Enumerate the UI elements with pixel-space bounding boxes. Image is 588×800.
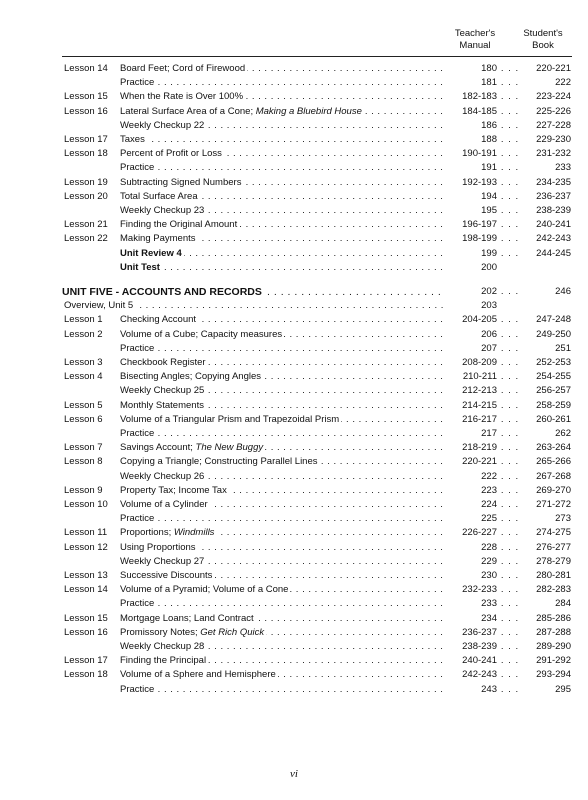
teachers-manual-pages: 194	[481, 190, 497, 202]
leader-dots: . . .	[500, 119, 520, 131]
students-book-pages: 289-290	[536, 641, 571, 652]
leader-dots: . . .	[500, 162, 520, 174]
leader-dots: . . .	[500, 314, 520, 326]
teachers-manual-pages: 198-199	[462, 233, 497, 245]
students-book-pages: 252-253	[536, 357, 571, 368]
lesson-number: Lesson 15	[64, 91, 108, 103]
leader-dots: . . .	[500, 357, 520, 368]
students-book-pages: 273	[555, 513, 571, 525]
toc-row	[0, 299, 588, 313]
entry-title: Volume of a Pyramid; Volume of a Cone . . .	[120, 583, 445, 597]
leader-dots: . . .	[500, 91, 520, 103]
toc-row	[0, 356, 588, 370]
teachers-manual-pages: 202	[481, 286, 497, 297]
entry-title: Volume of a Triangular Prism and Trapezoidal Prism . . .	[120, 413, 445, 427]
teachers-manual-pages: 203	[481, 300, 497, 312]
teachers-manual-pages: 242-243	[462, 669, 497, 681]
students-book-pages: 280-281	[536, 570, 571, 581]
lesson-number: Lesson 16	[64, 626, 108, 638]
toc-row	[0, 204, 588, 218]
leader-dots: . . .	[500, 626, 520, 638]
students-book-pages: 265-266	[536, 456, 571, 468]
teachers-manual-pages: 207	[481, 342, 497, 354]
students-book-pages: 222	[555, 77, 571, 89]
entry-title: When the Rate is Over 100% . . .	[120, 90, 445, 104]
teachers-manual-pages: 186	[481, 119, 497, 131]
teachers-manual-pages: 217	[481, 428, 497, 439]
leader-dots: . . .	[500, 527, 520, 539]
leader-dots: . . .	[500, 584, 520, 596]
teachers-manual-pages: 234	[481, 612, 497, 624]
teachers-manual-pages: 243	[481, 683, 497, 695]
toc-row	[0, 76, 588, 90]
leader-dots: . . .	[500, 484, 520, 496]
leader-dots: . . .	[500, 105, 520, 117]
leader-dots: . . .	[500, 641, 520, 652]
teachers-manual-pages: 206	[481, 328, 497, 340]
students-book-pages: 254-255	[536, 371, 571, 383]
teachers-manual-pages: 196-197	[462, 219, 497, 231]
students-book-pages: 236-237	[536, 190, 571, 202]
teachers-manual-pages: 232-233	[462, 584, 497, 596]
teachers-manual-pages: 224	[481, 499, 497, 510]
students-book-pages: 227-228	[536, 119, 571, 131]
toc-row	[0, 640, 588, 654]
leader-dots: . . .	[500, 233, 520, 245]
entry-title: Finding the Principal . . .	[120, 654, 445, 668]
toc-row	[0, 147, 588, 161]
leader-dots: . . .	[500, 385, 520, 397]
entry-title: Using Proportions . . .	[120, 541, 445, 555]
lesson-number: Lesson 8	[64, 456, 103, 468]
toc-row	[0, 232, 588, 246]
entry-title: Checkbook Register . . .	[120, 356, 445, 370]
lesson-number: Lesson 10	[64, 499, 108, 510]
entry-title: Bisecting Angles; Copying Angles . . .	[120, 370, 445, 384]
leader-dots: . . .	[500, 77, 520, 89]
unit-title: UNIT FIVE - ACCOUNTS AND RECORDS . . .	[62, 285, 445, 299]
lesson-number: Lesson 16	[64, 105, 108, 117]
lesson-number: Lesson 19	[64, 176, 108, 188]
students-book-pages: 229-230	[536, 134, 571, 145]
toc-row	[0, 512, 588, 526]
entry-title: Board Feet; Cord of Firewood . . .	[120, 62, 445, 76]
toc-row	[0, 261, 588, 275]
students-book-pages: 271-272	[536, 499, 571, 510]
entry-title: Percent of Profit or Loss . . .	[120, 147, 445, 161]
toc-row	[0, 342, 588, 356]
leader-dots: . . .	[500, 148, 520, 160]
students-book-pages: 276-277	[536, 541, 571, 553]
entry-title: Weekly Checkup 22 . . .	[120, 119, 445, 133]
students-book-pages: 225-226	[536, 105, 571, 117]
entry-title: Mortgage Loans; Land Contract . . .	[120, 612, 445, 626]
lesson-number: Lesson 14	[64, 63, 108, 74]
teachers-manual-pages: 188	[481, 134, 497, 145]
students-book-pages: 258-259	[536, 399, 571, 411]
entry-title: Unit Review 4 . . .	[120, 247, 445, 261]
toc-row	[0, 119, 588, 133]
lesson-number: Lesson 17	[64, 134, 108, 145]
leader-dots: . . .	[500, 499, 520, 510]
toc-row	[0, 247, 588, 261]
leader-dots: . . .	[500, 176, 520, 188]
students-book-pages: 233	[555, 162, 571, 174]
leader-dots: . . .	[500, 442, 520, 454]
students-book-pages: 246	[555, 286, 571, 297]
entry-title: Proportions; Windmills . . .	[120, 526, 445, 540]
entry-title: Practice . . .	[120, 161, 445, 175]
entry-title: Lateral Surface Area of a Cone; Making a Bluebird House . . .	[120, 105, 445, 119]
students-book-pages: 231-232	[536, 148, 571, 160]
leader-dots: . . .	[500, 247, 520, 259]
teachers-manual-pages: 182-183	[462, 91, 497, 103]
leader-dots: . . .	[500, 555, 520, 567]
entry-title: Subtracting Signed Numbers . . .	[120, 176, 445, 190]
teachers-manual-pages: 238-239	[462, 641, 497, 652]
leader-dots: . . .	[500, 399, 520, 411]
toc-row	[0, 370, 588, 384]
entry-title: Property Tax; Income Tax . . .	[120, 484, 445, 498]
students-book-pages: 240-241	[536, 219, 571, 231]
toc-row	[0, 218, 588, 232]
entry-title: Taxes . . .	[120, 133, 445, 147]
toc-row	[0, 612, 588, 626]
teachers-manual-pages: 200	[481, 261, 497, 273]
toc-row	[0, 441, 588, 455]
teachers-manual-pages: 204-205	[462, 314, 497, 326]
lesson-number: Lesson 5	[64, 399, 103, 411]
teachers-manual-pages: 210-211	[462, 371, 497, 383]
toc-row	[0, 90, 588, 104]
lesson-number: Lesson 2	[64, 328, 103, 340]
entry-title: Practice . . .	[120, 427, 445, 441]
students-book-pages: 238-239	[536, 205, 571, 216]
lesson-number: Lesson 12	[64, 541, 108, 553]
students-book-pages: 263-264	[536, 442, 571, 454]
teachers-manual-pages: 191	[481, 162, 497, 174]
lesson-number: Lesson 15	[64, 612, 108, 624]
students-book-pages: 295	[555, 683, 571, 695]
toc-row	[0, 526, 588, 540]
toc-row	[0, 498, 588, 512]
students-book-pages: 282-283	[536, 584, 571, 596]
lesson-number: Lesson 7	[64, 442, 103, 454]
lesson-number: Lesson 17	[64, 655, 108, 667]
entry-title: Successive Discounts . . .	[120, 569, 445, 583]
toc-row	[0, 399, 588, 413]
toc-row	[0, 569, 588, 583]
entry-title: Practice . . .	[120, 76, 445, 90]
entry-title: Practice . . .	[120, 512, 445, 526]
students-book-pages: 267-268	[536, 470, 571, 482]
teachers-manual-pages: 190-191	[462, 148, 497, 160]
leader-dots: . . .	[500, 286, 520, 297]
teachers-manual-pages: 225	[481, 513, 497, 525]
students-book-column-header: Student's Book	[523, 28, 563, 51]
unit-heading-row	[0, 285, 588, 299]
leader-dots: . . .	[500, 570, 520, 581]
entry-title: Volume of a Cylinder . . .	[120, 498, 445, 512]
toc-row	[0, 328, 588, 342]
toc-row	[0, 668, 588, 682]
toc-row	[0, 190, 588, 204]
teachers-manual-pages: 229	[481, 555, 497, 567]
students-book-pages: 256-257	[536, 385, 571, 397]
toc-row	[0, 384, 588, 398]
teachers-manual-pages: 222	[481, 470, 497, 482]
lesson-number: Lesson 4	[64, 371, 103, 383]
leader-dots: . . .	[500, 413, 520, 425]
students-book-pages: 262	[555, 428, 571, 439]
entry-title: Practice . . .	[120, 597, 445, 611]
entry-title: Practice . . .	[120, 342, 445, 356]
entry-title: Overview, Unit 5 . . .	[64, 299, 445, 313]
teachers-manual-pages: 226-227	[462, 527, 497, 539]
lesson-number: Lesson 20	[64, 190, 108, 202]
teachers-manual-pages: 233	[481, 598, 497, 610]
toc-row	[0, 583, 588, 597]
teachers-manual-pages: 230	[481, 570, 497, 581]
teachers-manual-pages: 180	[481, 63, 497, 74]
toc-row	[0, 413, 588, 427]
leader-dots: . . .	[500, 655, 520, 667]
lesson-number: Lesson 3	[64, 357, 103, 368]
toc-row	[0, 176, 588, 190]
leader-dots: . . .	[500, 541, 520, 553]
lesson-number: Lesson 6	[64, 413, 103, 425]
entry-title: Weekly Checkup 26 . . .	[120, 470, 445, 484]
students-book-pages: 234-235	[536, 176, 571, 188]
students-book-pages: 249-250	[536, 328, 571, 340]
students-book-pages: 251	[555, 342, 571, 354]
entry-title: Weekly Checkup 28 . . .	[120, 640, 445, 654]
teachers-manual-pages: 195	[481, 205, 497, 216]
teachers-manual-pages: 223	[481, 484, 497, 496]
entry-title: Weekly Checkup 25 . . .	[120, 384, 445, 398]
lesson-number: Lesson 21	[64, 219, 108, 231]
leader-dots: . . .	[500, 683, 520, 695]
teachers-manual-pages: 212-213	[462, 385, 497, 397]
students-book-pages: 220-221	[536, 63, 571, 74]
toc-row	[0, 470, 588, 484]
leader-dots: . . .	[500, 342, 520, 354]
leader-dots: . . .	[500, 470, 520, 482]
entry-title: Unit Test . . .	[120, 261, 445, 275]
entry-title: Weekly Checkup 23 . . .	[120, 204, 445, 218]
leader-dots: . . .	[500, 219, 520, 231]
toc-row	[0, 455, 588, 469]
leader-dots: . . .	[500, 205, 520, 216]
teachers-manual-pages: 181	[481, 77, 497, 89]
students-book-pages: 242-243	[536, 233, 571, 245]
students-book-pages: 285-286	[536, 612, 571, 624]
entry-title: Total Surface Area . . .	[120, 190, 445, 204]
lesson-number: Lesson 22	[64, 233, 108, 245]
toc-row	[0, 313, 588, 327]
toc-row	[0, 133, 588, 147]
leader-dots: . . .	[500, 134, 520, 145]
lesson-number: Lesson 1	[64, 314, 103, 326]
teachers-manual-pages: 228	[481, 541, 497, 553]
leader-dots: . . .	[500, 328, 520, 340]
students-book-pages: 244-245	[536, 247, 571, 259]
toc-row	[0, 626, 588, 640]
entry-title: Checking Account . . .	[120, 313, 445, 327]
leader-dots: . . .	[500, 598, 520, 610]
teachers-manual-pages: 218-219	[462, 442, 497, 454]
students-book-pages: 293-294	[536, 669, 571, 681]
header-rule	[62, 56, 572, 57]
entry-title: Making Payments . . .	[120, 232, 445, 246]
lesson-number: Lesson 11	[64, 527, 108, 539]
toc-row	[0, 484, 588, 498]
page-number: vi	[290, 768, 298, 780]
teachers-manual-pages: 192-193	[462, 176, 497, 188]
entry-title: Volume of a Cube; Capacity measures . . .	[120, 328, 445, 342]
teachers-manual-pages: 220-221	[462, 456, 497, 468]
toc-row	[0, 541, 588, 555]
students-book-pages: 287-288	[536, 626, 571, 638]
leader-dots: . . .	[500, 513, 520, 525]
students-book-pages: 223-224	[536, 91, 571, 103]
toc-row	[0, 105, 588, 119]
lesson-number: Lesson 14	[64, 584, 108, 596]
teachers-manual-pages: 199	[481, 247, 497, 259]
toc-row	[0, 555, 588, 569]
leader-dots: . . .	[500, 371, 520, 383]
entry-title: Finding the Original Amount . . .	[120, 218, 445, 232]
students-book-pages: 291-292	[536, 655, 571, 667]
students-book-pages: 269-270	[536, 484, 571, 496]
leader-dots: . . .	[500, 456, 520, 468]
teachers-manual-pages: 214-215	[462, 399, 497, 411]
entry-title: Practice . . .	[120, 683, 445, 697]
students-book-pages: 247-248	[536, 314, 571, 326]
lesson-number: Lesson 18	[64, 148, 108, 160]
students-book-pages: 278-279	[536, 555, 571, 567]
teachers-manual-pages: 236-237	[462, 626, 497, 638]
teachers-manual-pages: 216-217	[462, 413, 497, 425]
toc-row	[0, 654, 588, 668]
entry-title: Copying a Triangle; Constructing Parallel Lines . . .	[120, 455, 445, 469]
leader-dots: . . .	[500, 428, 520, 439]
students-book-pages: 284	[555, 598, 571, 610]
teachers-manual-pages: 184-185	[462, 105, 497, 117]
lesson-number: Lesson 9	[64, 484, 103, 496]
toc-row	[0, 427, 588, 441]
lesson-number: Lesson 18	[64, 669, 108, 681]
entry-title: Promissory Notes; Get Rich Quick . . .	[120, 626, 445, 640]
entry-title: Weekly Checkup 27 . . .	[120, 555, 445, 569]
teachers-manual-column-header: Teacher's Manual	[454, 28, 496, 51]
toc-row	[0, 683, 588, 697]
teachers-manual-pages: 240-241	[462, 655, 497, 667]
toc-row	[0, 62, 588, 76]
toc-row	[0, 161, 588, 175]
leader-dots: . . .	[500, 669, 520, 681]
toc-row	[0, 597, 588, 611]
leader-dots: . . .	[500, 63, 520, 74]
leader-dots: . . .	[500, 190, 520, 202]
students-book-pages: 260-261	[536, 413, 571, 425]
entry-title: Volume of a Sphere and Hemisphere . . .	[120, 668, 445, 682]
entry-title: Savings Account; The New Buggy . . .	[120, 441, 445, 455]
students-book-pages: 274-275	[536, 527, 571, 539]
lesson-number: Lesson 13	[64, 570, 108, 581]
entry-title: Monthly Statements . . .	[120, 399, 445, 413]
leader-dots: . . .	[500, 612, 520, 624]
teachers-manual-pages: 208-209	[462, 357, 497, 368]
